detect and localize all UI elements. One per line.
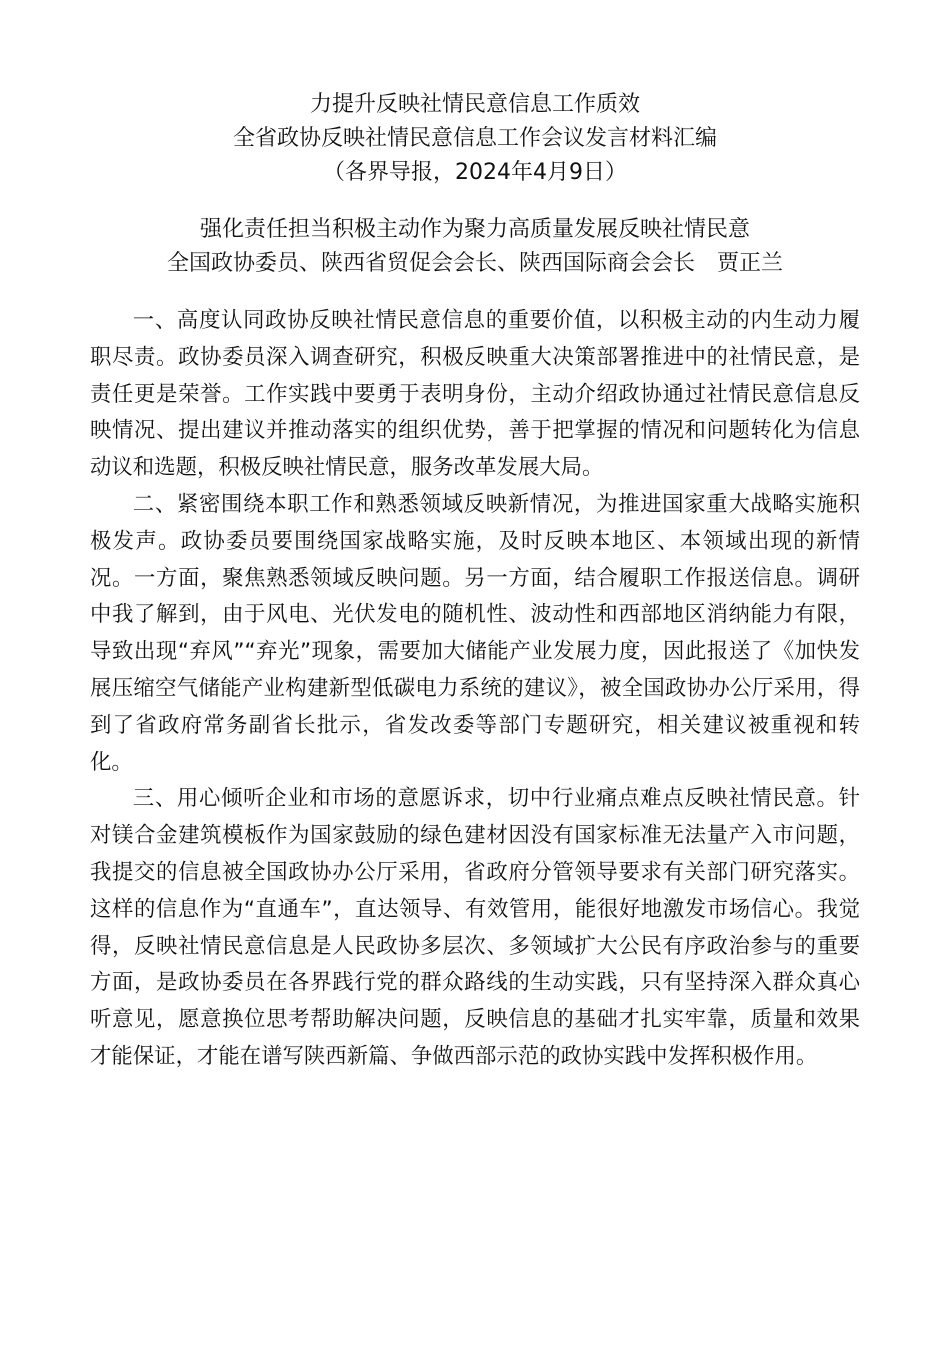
document-header: [90, 88, 860, 190]
author-byline: [90, 247, 860, 281]
source-line: （各界导报，2024年4月9日）: [323, 160, 627, 185]
article-body: [90, 303, 860, 1076]
author-name: 贾正兰: [717, 251, 784, 276]
title-line-1: 力提升反映社情民意信息工作质效: [309, 92, 640, 117]
paragraph-2: 二、紧密围绕本职工作和熟悉领域反映新情况，为推进国家重大战略实施积极发声。政协委员要围绕国家战略实施，及时反映本地区、本领域出现的新情况。一方面，聚焦熟悉领域反映问题。另一方面，结合履职工作报送信息。调研中我了解到，由于风电、光伏发电的随机性、波动性和西部地区消纳能力有限，导致出现“弃风”“弃光”现象，需要加大储能产业发展力度，因此报送了《加快发展压缩空气储能产业构建新型低碳电力系统的建议》，被全国政协办公厅采用，得到了省政府常务副省长批示，省发改委等部门专题研究，相关建议被重视和转化。: [90, 491, 860, 775]
spacer: [90, 190, 860, 213]
paragraph-3: 三、用心倾听企业和市场的意愿诉求，切中行业痛点难点反映社情民意。针对镁合金建筑模板作为国家鼓励的绿色建材因没有国家标准无法量产入市问题，我提交的信息被全国政协办公厅采用，省政府分管领导要求有关部门研究落实。这样的信息作为“直通车”，直达领导、有效管用，能很好地激发市场信心。我觉得，反映社情民意信息是人民政协多层次、多领域扩大公民有序政治参与的重要方面，是政协委员在各界践行党的群众路线的生动实践，只有坚持深入群众真心听意见，愿意换位思考帮助解决问题，反映信息的基础才扎实牢靠，质量和效果才能保证，才能在谱写陕西新篇、争做西部示范的政协实践中发挥积极作用。: [90, 786, 860, 1069]
section-heading: 强化责任担当积极主动作为聚力高质量发展反映社情民意: [199, 217, 750, 242]
section-header: [90, 213, 860, 281]
author-title: 全国政协委员、陕西省贸促会会长、陕西国际商会会长: [166, 251, 695, 276]
paragraph-1: 一、高度认同政协反映社情民意信息的重要价值，以积极主动的内生动力履职尽责。政协委员深入调查研究，积极反映重大决策部署推进中的社情民意，是责任更是荣誉。工作实践中要勇于表明身份，主动介绍政协通过社情民意信息反映情况、提出建议并推动落实的组织优势，善于把掌握的情况和问题转化为信息动议和选题，积极反映社情民意，服务改革发展大局。: [90, 308, 860, 481]
title-line-2: 全省政协反映社情民意信息工作会议发言材料汇编: [232, 126, 717, 151]
